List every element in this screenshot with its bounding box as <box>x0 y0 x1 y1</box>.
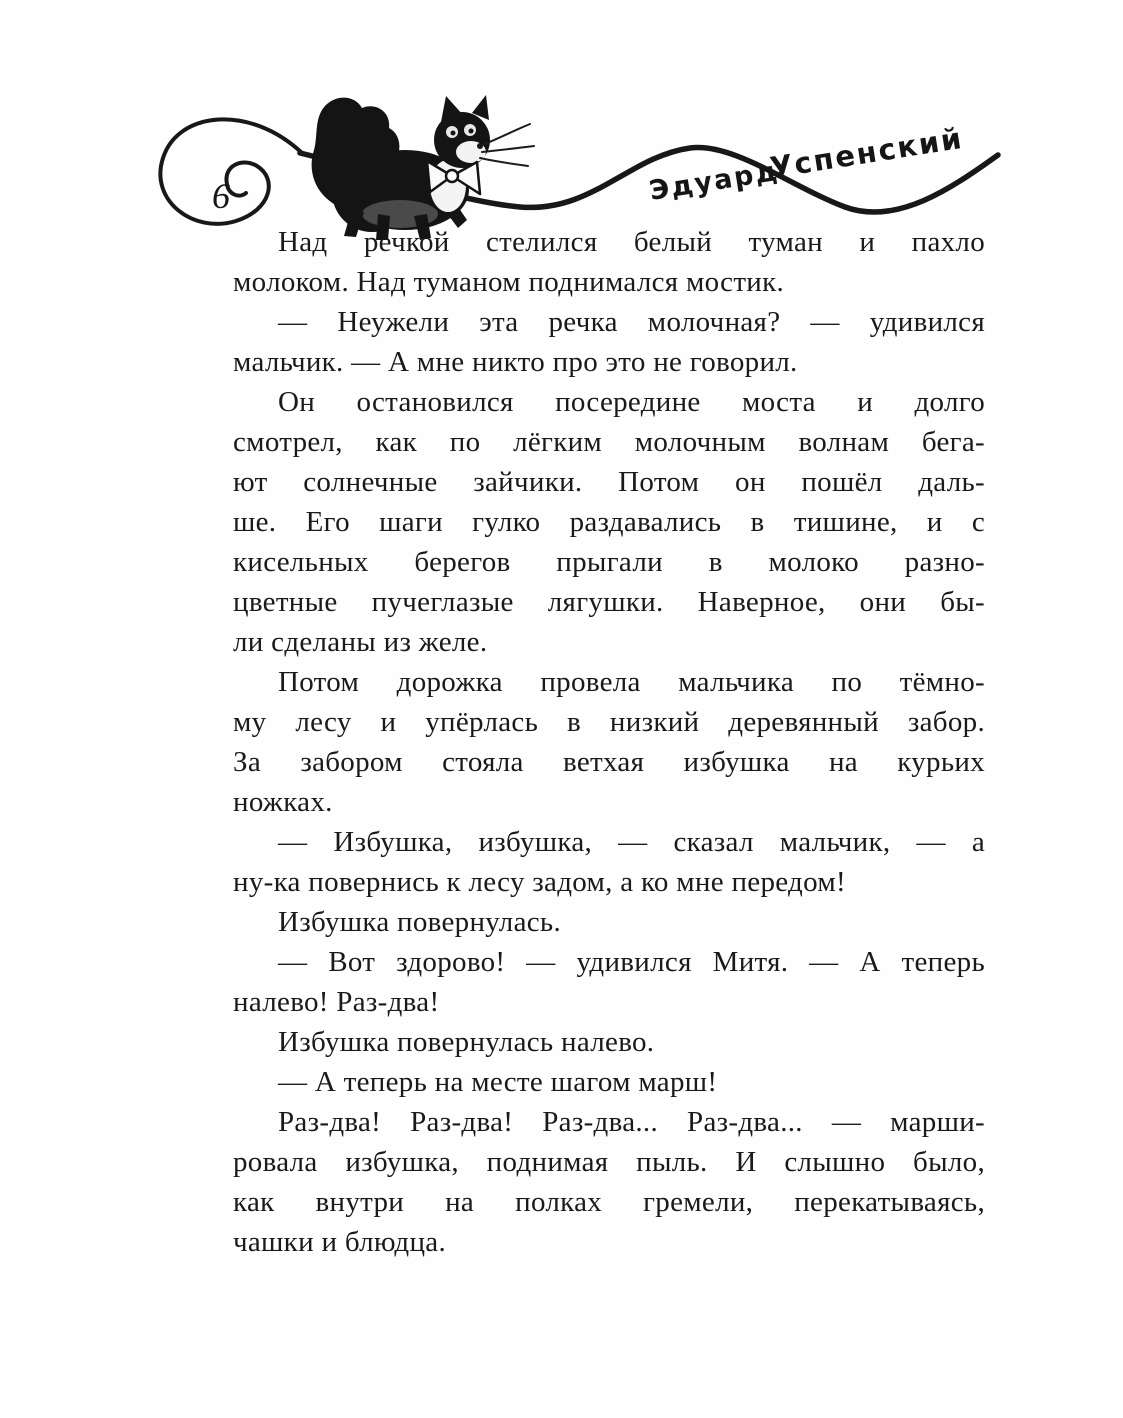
paragraph <box>233 222 985 302</box>
text-line: му лесу и упёрлась в низкий деревянный забор. <box>233 706 985 738</box>
text-line: молоком. Над туманом поднимался мостик. <box>233 266 785 298</box>
paragraph <box>233 942 985 1022</box>
text-block <box>233 222 985 1262</box>
cat-icon <box>312 95 534 240</box>
paragraph <box>233 1102 985 1262</box>
text-line: Раз-два! Раз-два! Раз-два... Раз-два... — марши- <box>278 1106 985 1138</box>
paragraph <box>233 1062 985 1102</box>
paragraph <box>233 302 985 382</box>
text-line: Потом дорожка провела мальчика по тёмно- <box>278 666 985 698</box>
text-line: налево! Раз-два! <box>233 986 440 1018</box>
text-line: ше. Его шаги гулко раздавались в тишине, и с <box>233 506 985 538</box>
text-line: Он остановился посередине моста и долго <box>278 386 985 418</box>
paragraph <box>233 902 985 942</box>
text-line: мальчик. — А мне никто про это не говорил. <box>233 346 798 378</box>
text-line: как внутри на полках гремели, перекатываясь, <box>233 1186 985 1218</box>
text-line: ют солнечные зайчики. Потом он пошёл даль- <box>233 466 985 498</box>
text-line: Избушка повернулась. <box>278 906 562 938</box>
text-line: — Неужели эта речка молочная? — удивился <box>278 306 985 338</box>
text-line: ну-ка повернись к лесу задом, а ко мне передом! <box>233 866 846 898</box>
paragraph <box>233 1022 985 1062</box>
spiral-curl <box>160 119 302 224</box>
text-line: смотрел, как по лёгким молочным волнам бега- <box>233 426 985 458</box>
paragraph <box>233 662 985 822</box>
text-line: кисельных берегов прыгали в молоко разно- <box>233 546 985 578</box>
author-first-name: Эдуард <box>647 155 782 207</box>
text-line: Над речкой стелился белый туман и пахло <box>278 226 985 258</box>
text-line: За забором стояла ветхая избушка на курьих <box>233 746 985 778</box>
paragraph <box>233 822 985 902</box>
text-line: — Избушка, избушка, — сказал мальчик, — а <box>278 826 985 858</box>
text-line: Избушка повернулась налево. <box>278 1026 655 1058</box>
text-line: — Вот здорово! — удивился Митя. — А теперь <box>278 946 985 978</box>
page-number: 6 <box>212 176 230 216</box>
paragraph <box>233 382 985 662</box>
text-line: цветные пучеглазые лягушки. Наверное, они бы- <box>233 586 985 618</box>
text-line: чашки и блюдца. <box>233 1226 447 1258</box>
text-line: ровала избушка, поднимая пыль. И слышно было, <box>233 1146 985 1178</box>
header-decoration <box>0 0 1123 250</box>
text-line: ли сделаны из желе. <box>233 626 488 658</box>
text-line: ножках. <box>233 786 333 818</box>
text-line: — А теперь на месте шагом марш! <box>278 1066 718 1098</box>
author-last-name: Успенский <box>767 120 966 185</box>
